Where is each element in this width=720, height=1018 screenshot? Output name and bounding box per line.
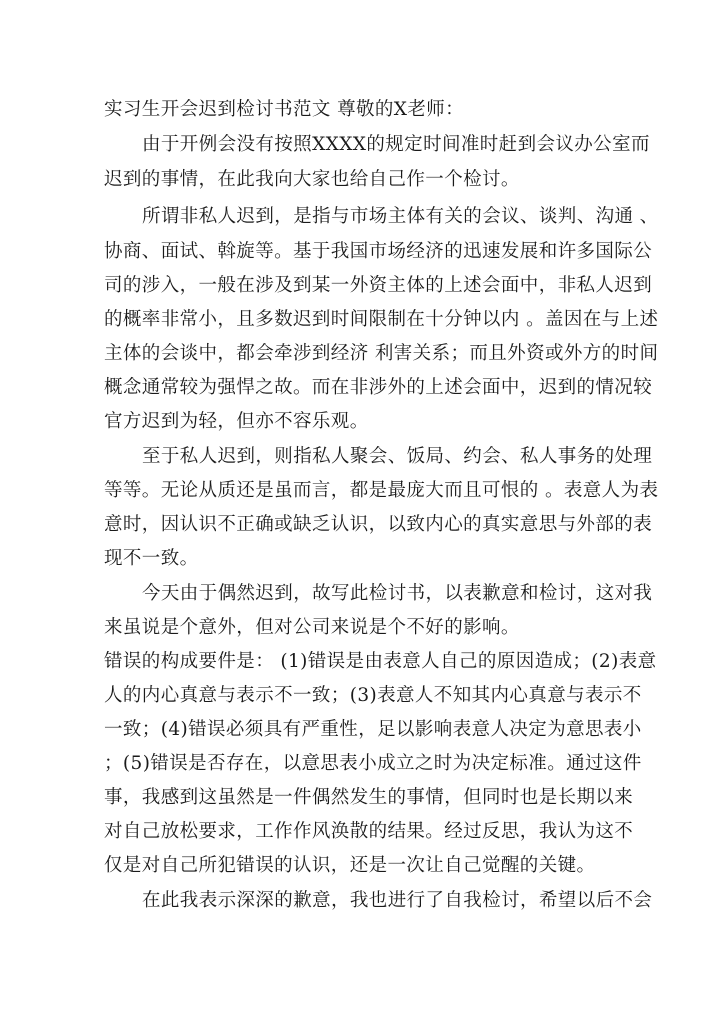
paragraph-line: 一致；(4)错误必须具有严重性，足以影响表意人决定为意思表小 (104, 719, 642, 740)
paragraph-line: 的概率非常小，且多数迟到时间限制在十分钟以内 。盖因在与上述 (104, 309, 659, 330)
paragraph-line: ；(5)错误是否存在，以意思表小成立之时为决定标准。通过这件 (104, 753, 642, 774)
paragraph-line: 现不一致。 (104, 548, 199, 569)
paragraph-line: 来虽说是个意外，但对公司来说是个不好的影响。 (104, 617, 520, 638)
paragraph-line: 对自己放松要求，工作作风涣散的结果。经过反思，我认为这不 (104, 821, 634, 842)
paragraph-line: 所谓非私人迟到，是指与市场主体有关的会议、谈判、沟通 、 (142, 206, 659, 227)
paragraph-line: 协商、面试、斡旋等。基于我国市场经济的迅速发展和许多国际公 (104, 241, 653, 262)
paragraph-line: 错误的构成要件是： (1)错误是由表意人自己的原因造成；(2)表意 (104, 651, 657, 672)
paragraph-line: 等等。无论从质还是虽而言，都是最庞大而且可恨的 。表意人为表 (104, 480, 659, 501)
paragraph-line: 主体的会谈中，都会牵涉到经济 利害关系；而且外资或外方的时间 (104, 343, 659, 364)
paragraph-line: 事，我感到这虽然是一件偶然发生的事情，但同时也是长期以来 (104, 787, 634, 808)
paragraph-line: 司的涉入，一般在涉及到某一外资主体的上述会面中，非私人迟到 (104, 275, 653, 296)
paragraph-line: 概念通常较为强悍之故。而在非涉外的上述会面中，迟到的情况较 (104, 377, 653, 398)
paragraph-line: 至于私人迟到，则指私人聚会、饭局、约会、私人事务的处理 (142, 446, 653, 467)
document-title-line: 实习生开会迟到检讨书范文 尊敬的X老师： (104, 99, 465, 120)
paragraph-line: 今天由于偶然迟到，故写此检讨书，以表歉意和检讨，这对我 (142, 583, 653, 604)
paragraph-line: 人的内心真意与表示不一致；(3)表意人不知其内心真意与表示不 (104, 685, 642, 706)
paragraph-line: 意时，因认识不正确或缺乏认识，以致内心的真实意思与外部的表 (104, 514, 653, 535)
paragraph-line: 迟到的事情，在此我向大家也给自己作一个检讨。 (104, 169, 520, 190)
paragraph-line: 由于开例会没有按照XXXX的规定时间准时赶到会议办公室而 (142, 134, 650, 155)
paragraph-line: 官方迟到为轻，但亦不容乐观。 (104, 411, 369, 432)
paragraph-line: 在此我表示深深的歉意，我也进行了自我检讨，希望以后不会 (142, 890, 653, 911)
paragraph-line: 仅是对自己所犯错误的认识，还是一次让自己觉醒的关键。 (104, 855, 596, 876)
